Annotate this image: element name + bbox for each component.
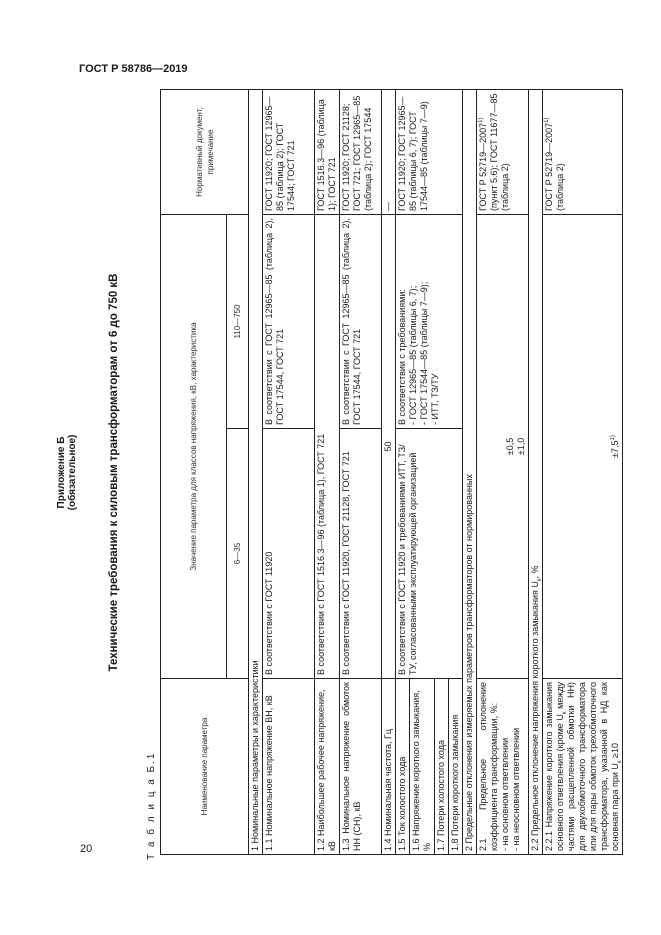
row-1-1-norm: ГОСТ 11920; ГОСТ 12965—85 (таблица 2); ГОСТ 17544; ГОСТ 721 [263, 89, 315, 214]
row-2-2-1-sub: к [561, 711, 568, 715]
row-1-2-name: 1.2 Наибольшее рабочее напряжение, кВ [315, 679, 340, 855]
col-header-values: Значение параметра для классов напряжения, кВ, характеристика [161, 214, 227, 678]
row-1-5-110-intro: В соответствии с требованиями: [397, 289, 407, 425]
row-1-2-value: В соответствии с ГОСТ 1516.3—96 (таблица 1), ГОСТ 721 [315, 214, 340, 678]
row-1-4-name: 1.4 Номинальная частота, Гц [382, 679, 396, 855]
row-1-5-110-item: - ГОСТ 17544—85 (таблицы 7—9); [419, 281, 429, 425]
table-label: Т а б л и ц а Б.1 [146, 751, 157, 860]
row-2-1-values [477, 214, 529, 678]
section-1: 1 Номинальные параметры и характеристики [249, 89, 263, 854]
row-1-3-110-750: В соответствии с ГОСТ 12965—85 (таблица 2), ГОСТ 17544, ГОСТ 721 [340, 214, 382, 428]
row-1-4-norm: — [382, 89, 396, 214]
row-2-2-1-norm-sup: 1) [544, 117, 550, 123]
section-2-2-text: 2.2 Предельное отклонение напряжения короткого замыкания U [530, 581, 540, 851]
requirements-table [160, 89, 623, 855]
section-2-2 [529, 89, 543, 854]
row-1-5-110-item: - ГОСТ 12965—85 (таблицы 6, 7); [408, 285, 418, 425]
appendix-status: (обязательное) [67, 434, 78, 511]
row-1-5-6-35: В соответствии с ГОСТ 11920 и требованиями ИТТ, ТЗ/ТУ, согласованными эксплуатирующей организацией [396, 429, 463, 679]
section-2-2-tail: , % [530, 565, 540, 579]
row-2-2-1-text: 2.2.1 Напряжение короткого замыкания основного ответвления (кроме U [544, 682, 565, 851]
row-2-2-1-norm [543, 89, 623, 214]
row-2-2-1-value [543, 214, 623, 678]
row-1-5-110-item: - ИТТ, ТЗ/ТУ [430, 373, 440, 425]
document-code: ГОСТ Р 58786—2019 [79, 63, 188, 75]
row-1-1-6-35: В соответствии с ГОСТ 11920 [263, 429, 315, 679]
row-2-2-1-value-text: ±7,5 [610, 440, 620, 458]
row-2-1-name [477, 679, 529, 855]
col-header-param: Наименование параметра [161, 679, 249, 855]
row-2-1-value: ±1,0 [516, 437, 526, 456]
row-2-1-value: ±0,5 [505, 437, 515, 456]
row-2-1-norm-sup: 1) [478, 117, 484, 123]
col-header-norm: Нормативный документ, примечание [161, 89, 249, 214]
row-2-2-1-name [543, 679, 623, 855]
appendix-title: Приложение Б [56, 436, 67, 509]
row-1-5-norm: ГОСТ 11920; ГОСТ 12965—85 (таблицы 6, 7); ГОСТ 17544—85 (таблицы 7—9) [396, 89, 463, 214]
row-2-1-item: - на основном ответвлении [500, 737, 510, 851]
row-1-3-6-35: В соответствии с ГОСТ 11920, ГОСТ 21128, ГОСТ 721 [340, 429, 382, 679]
row-2-1-norm-doc: ГОСТ Р 52719—2007 [478, 122, 488, 211]
row-2-2-1-norm-doc: ГОСТ Р 52719—2007 [544, 122, 554, 211]
row-2-1-item: - на неосновном ответвлении [511, 727, 521, 851]
row-2-1-norm-rest: (пункт 5.6); ГОСТ 11677—85 (таблица 2) [489, 93, 510, 211]
appendix-heading: Технические требования к силовым трансформаторам от 6 до 750 кВ [108, 273, 120, 672]
row-1-8-name: 1.8 Потери короткого замыкания [449, 679, 463, 855]
row-1-4-value: 50 [382, 214, 396, 678]
row-1-6-name: 1.6 Напряжение короткого замыкания, % [410, 679, 435, 855]
row-2-1-norm [477, 89, 529, 214]
section-2-2-sub: к [536, 578, 543, 582]
row-2-2-1-norm-rest: (таблица 2) [555, 163, 565, 211]
row-1-5-110-750 [396, 214, 463, 428]
col-header-6-35: 6—35 [227, 429, 249, 679]
row-1-1-110-750: В соответствии с ГОСТ 12965—85 (таблица 2), ГОСТ 17544, ГОСТ 721 [263, 214, 315, 428]
row-2-2-1-value-sup: 1) [610, 435, 616, 441]
row-2-2-1-sub2: к [616, 760, 623, 764]
row-2-1-title: 2.1 Предельное отклонение коэффициента трансформации, %: [478, 682, 499, 851]
row-2-2-1-end: ≥10 [610, 743, 620, 761]
row-1-7-name: 1.7 Потери холостого хода [435, 679, 449, 855]
section-2: 2 Предельные отклонения измеряемых параметров трансформаторов от нормированных [463, 89, 477, 854]
row-1-2-norm: ГОСТ 1516.3—96 (таблица 1); ГОСТ 721 [315, 89, 340, 214]
page-number: 20 [80, 843, 93, 855]
col-header-110-750: 110—750 [227, 214, 249, 428]
row-1-3-norm: ГОСТ 11920; ГОСТ 21128; ГОСТ 721; ГОСТ 12965—85 (таблица 2); ГОСТ 17544 [340, 89, 382, 214]
row-1-1-name: 1.1 Номинальное напряжение ВН, кВ [263, 679, 315, 855]
rotated-content [50, 80, 630, 865]
row-1-3-name: 1.3 Номинальное напряжение обмоток НН (СН), кВ [340, 679, 382, 855]
row-1-5-name: 1.5 Ток холостого хода [396, 679, 410, 855]
row-2-2-1-text2: между частями расщепленной обмотки НН) для двухобмоточного трансформатора или для пары обмоток трехобмоточного трансформатора, указанной в НД как основная пара при U [555, 682, 620, 851]
